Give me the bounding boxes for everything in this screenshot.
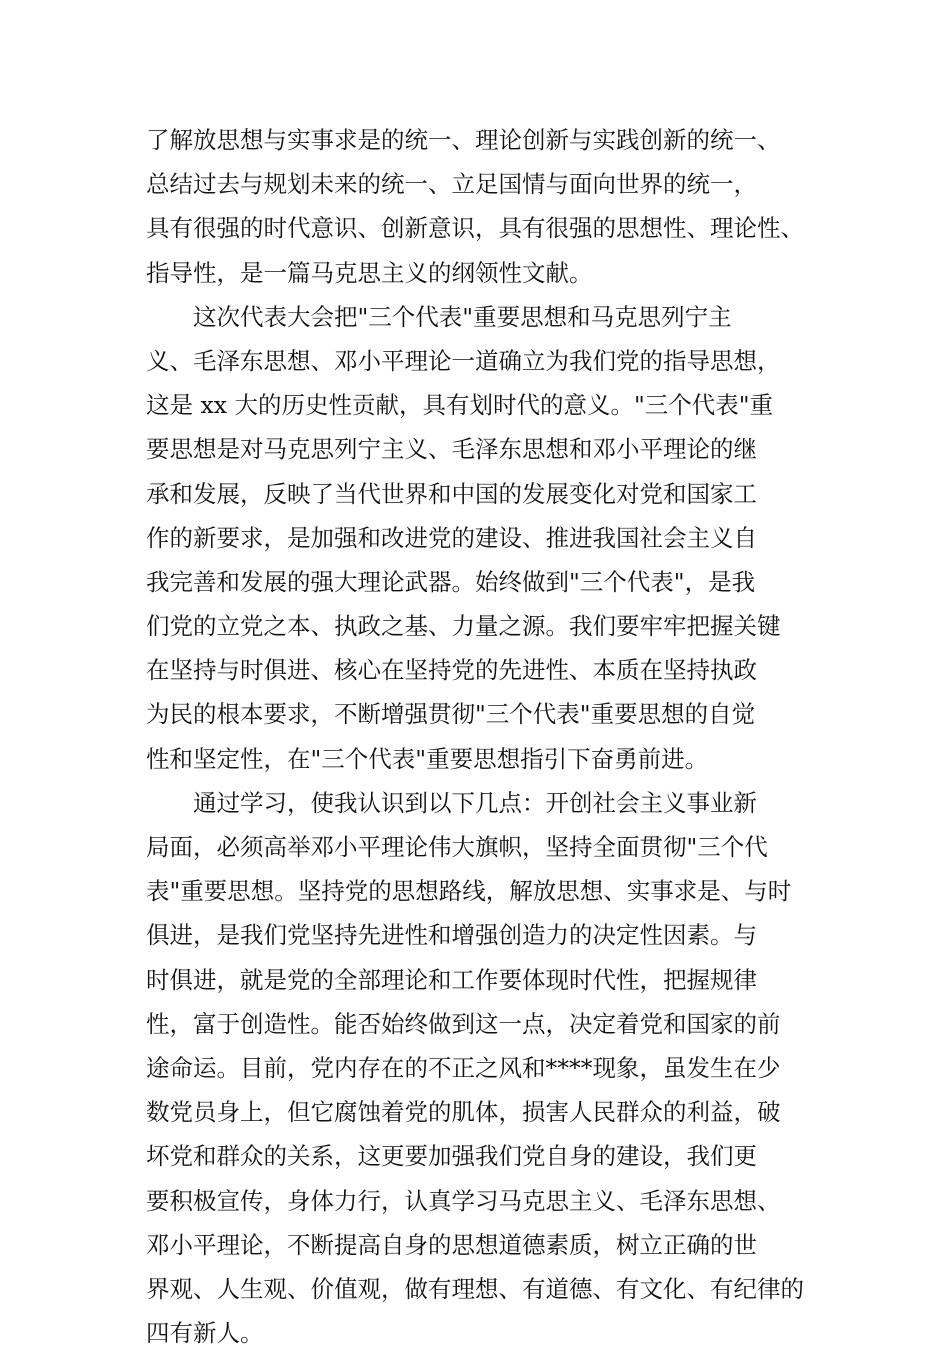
text-line: 这次代表大会把"三个代表"重要思想和马克思列宁主 — [193, 302, 732, 331]
text-line: 在坚持与时俱进、核心在坚持党的先进性、本质在坚持执政 — [146, 656, 757, 685]
document-body — [146, 118, 818, 1355]
text-line: 我完善和发展的强大理论武器。始终做到"三个代表"，是我 — [146, 567, 756, 596]
text-line: 界观、人生观、价值观，做有理想、有道德、有文化、有纪律的 — [146, 1274, 804, 1303]
text-line: 俱进，是我们党坚持先进性和增强创造力的决定性因素。与 — [146, 921, 757, 950]
text-line: 作的新要求，是加强和改进党的建设、推进我国社会主义自 — [146, 523, 757, 552]
text-line: 承和发展，反映了当代世界和中国的发展变化对党和国家工 — [146, 479, 757, 508]
text-line: 四有新人。 — [146, 1319, 264, 1348]
paragraph — [146, 295, 818, 781]
text-line: 坏党和群众的关系，这更要加强我们党自身的建设，我们更 — [146, 1142, 757, 1171]
paragraph — [146, 118, 818, 295]
text-line: 了解放思想与实事求是的统一、理论创新与实践创新的统一、 — [146, 126, 781, 154]
text-line: 要思想是对马克思列宁主义、毛泽东思想和邓小平理论的继 — [146, 435, 757, 464]
text-line: 指导性，是一篇马克思主义的纲领性文献。 — [146, 258, 593, 287]
paragraph — [146, 781, 818, 1355]
text-line: 们党的立党之本、执政之基、力量之源。我们要牢牢把握关键 — [146, 612, 781, 641]
text-line: 总结过去与规划未来的统一、立足国情与面向世界的统一， — [146, 170, 757, 199]
text-line: 时俱进，就是党的全部理论和工作要体现时代性，把握规律 — [146, 965, 757, 994]
text-line: 要积极宣传，身体力行，认真学习马克思主义、毛泽东思想、 — [146, 1186, 781, 1215]
text-line: 这是 xx 大的历史性贡献，具有划时代的意义。"三个代表"重 — [146, 391, 774, 420]
text-line: 邓小平理论，不断提高自身的思想道德素质，树立正确的世 — [146, 1230, 757, 1259]
text-line: 通过学习，使我认识到以下几点：开创社会主义事业新 — [193, 788, 757, 817]
text-line: 性和坚定性，在"三个代表"重要思想指引下奋勇前进。 — [146, 744, 709, 773]
text-line: 局面，必须高举邓小平理论伟大旗帜，坚持全面贯彻"三个代 — [146, 833, 768, 861]
text-line: 途命运。目前，党内存在的不正之风和****现象，虽发生在少 — [146, 1053, 781, 1082]
text-line: 性，富于创造性。能否始终做到这一点，决定着党和国家的前 — [146, 1009, 781, 1038]
text-line: 表"重要思想。坚持党的思想路线，解放思想、实事求是、与时 — [146, 877, 792, 906]
text-line: 数党员身上，但它腐蚀着党的肌体，损害人民群众的利益，破 — [146, 1098, 781, 1127]
text-line: 为民的根本要求，不断增强贯彻"三个代表"重要思想的自觉 — [146, 700, 756, 729]
text-line: 义、毛泽东思想、邓小平理论一道确立为我们党的指导思想， — [146, 346, 781, 375]
text-line: 具有很强的时代意识、创新意识，具有很强的思想性、理论性、 — [146, 214, 804, 243]
